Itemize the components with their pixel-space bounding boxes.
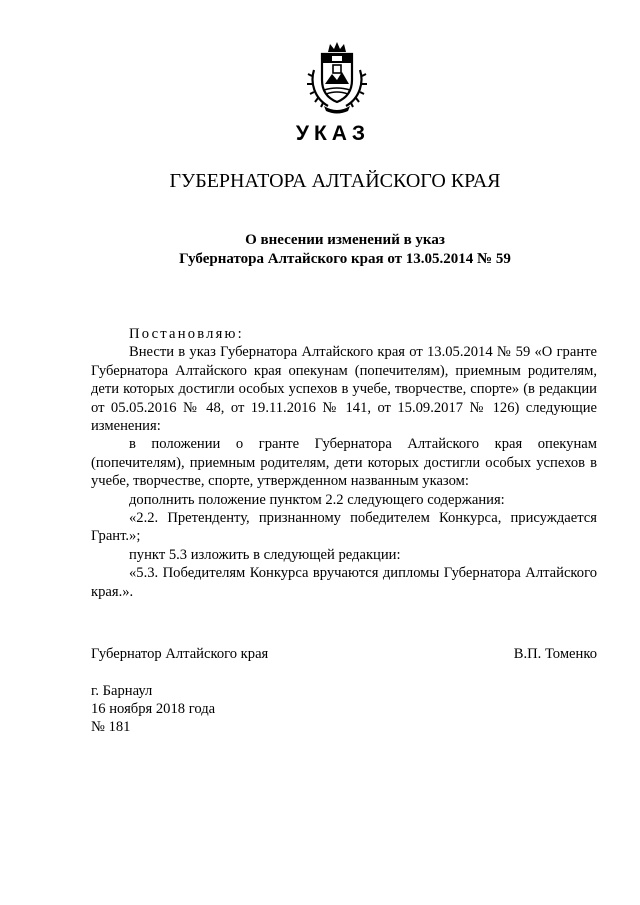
decree-word: Постановляю:	[129, 326, 244, 342]
body-paragraph-6: «5.3. Победителям Конкурса вручаются дипломы Губернатора Алтайского края.».	[91, 565, 597, 600]
decree-number: № 181	[91, 719, 131, 735]
issuing-authority: ГУБЕРНАТОРА АЛТАЙСКОГО КРАЯ	[169, 170, 501, 192]
issue-date: 16 ноября 2018 года	[91, 701, 216, 717]
decree-footer	[91, 682, 215, 736]
subject-line-1: О внесении изменений в указ	[245, 232, 445, 248]
decree-title: УКАЗ	[295, 122, 371, 145]
altai-krai-coat-of-arms-icon	[302, 40, 372, 114]
decree-body	[91, 325, 597, 601]
signatory-position: Губернатор Алтайского края	[91, 646, 269, 662]
body-paragraph-2: в положении о гранте Губернатора Алтайского края опекунам (попечителям), приемным родителям, дети которых достигли особых успехов в учебе, творчестве, спорте, утвержденном названным указом:	[91, 436, 597, 490]
body-paragraph-4: «2.2. Претенденту, признанному победителем Конкурса, присуждается Грант.»;	[91, 510, 597, 545]
decree-subject	[0, 231, 640, 269]
signature-block	[91, 646, 597, 663]
body-paragraph-3: дополнить положение пунктом 2.2 следующего содержания:	[129, 491, 505, 508]
issue-city: г. Барнаул	[91, 683, 153, 699]
signatory-name: В.П. Томенко	[513, 646, 597, 662]
subject-line-2: Губернатора Алтайского края от 13.05.2014 № 59	[179, 251, 511, 267]
body-paragraph-1: Внести в указ Губернатора Алтайского края от 13.05.2014 № 59 «О гранте Губернатора Алтайского края опекунам (попечителям), приемным родителям, дети которых достигли особых успехов в учебе, творчестве, спорте» (в редакции от 05.05.2016 № 48, от 19.11.2016 № 141, от 15.09.2017 № 126) следующие изменения:	[91, 344, 597, 435]
body-paragraph-5: пункт 5.3 изложить в следующей редакции:	[129, 546, 401, 563]
